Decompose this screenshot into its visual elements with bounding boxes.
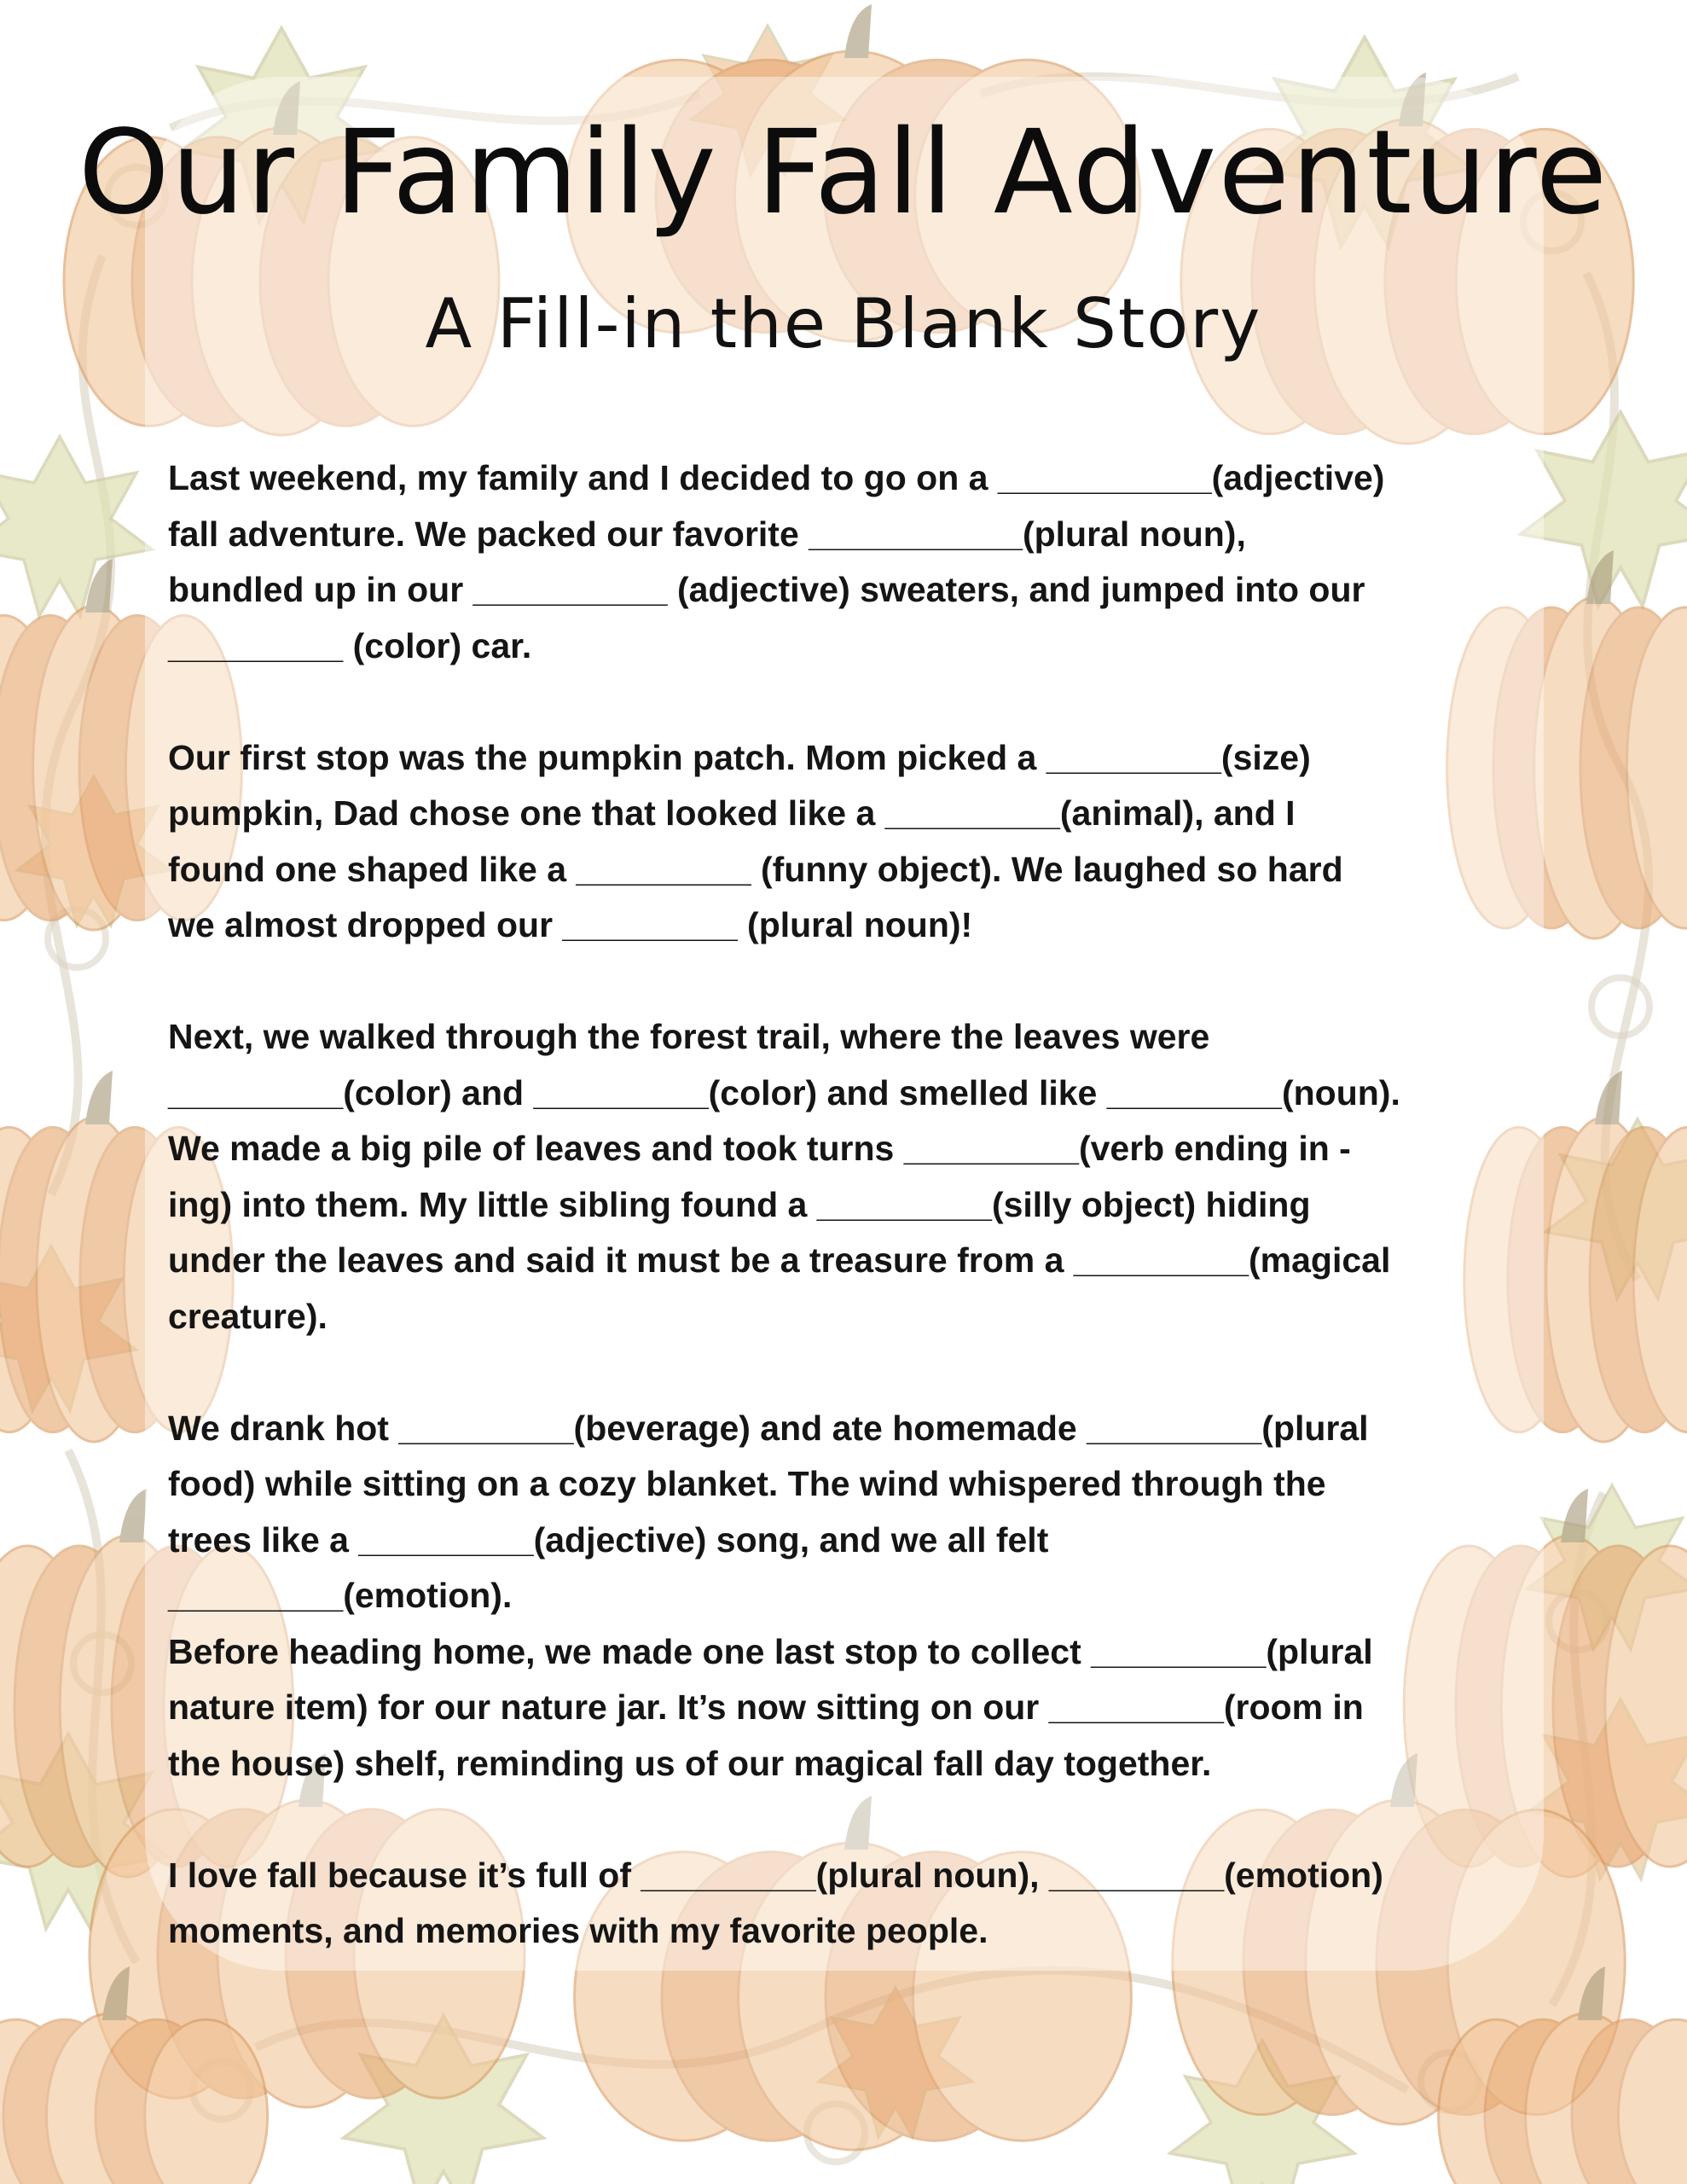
vine-curl-icon [1591, 978, 1649, 1036]
page-title: Our Family Fall Adventure [78, 106, 1609, 241]
story-paragraph-6: I love fall because it’s full of _________(plural noun), _________(emotion) moments, and memories with my favorite people. [168, 1855, 1383, 1950]
story-paragraph-3: Next, we walked through the forest trail, where the leaves were _________(color) and _________(color) and smelled like _________(noun). We made a big pile of leaves and took turns _________(verb ending in - ing) into them. My little sibling found a _________(silly object) hiding under the leaves and said it must be a treasure from a _________(magical creature). [168, 1017, 1400, 1336]
story-body [168, 450, 1541, 2015]
story-paragraph-2: Our first stop was the pumpkin patch. Mom picked a _________(size) pumpkin, Dad chose one that looked like a _________(animal), and I found one shaped like a _________ (funny object). We laughed so hard we almost dropped our _________ (plural noun)! [168, 737, 1343, 944]
page-subtitle: A Fill-in the Blank Story [425, 284, 1262, 363]
story-paragraph-4: We drank hot _________(beverage) and ate homemade _________(plural food) while sitting on a cozy blanket. The wind whispered through the trees like a _________(adjective) song, and we all felt _________(emotion). [168, 1408, 1369, 1615]
leaf-icon [0, 437, 152, 616]
story-paragraph-5: Before heading home, we made one last stop to collect _________(plural nature item) for our nature jar. It’s now sitting on our _________(room in the house) shelf, reminding us of our magical fall day together. [168, 1631, 1373, 1783]
story-paragraph-1: Last weekend, my family and I decided to go on a ___________(adjective) fall adventure. We packed our favorite ___________(plural noun), bundled up in our __________ (adjective) sweaters, and jumped into our _________ (color) car. [168, 458, 1385, 665]
